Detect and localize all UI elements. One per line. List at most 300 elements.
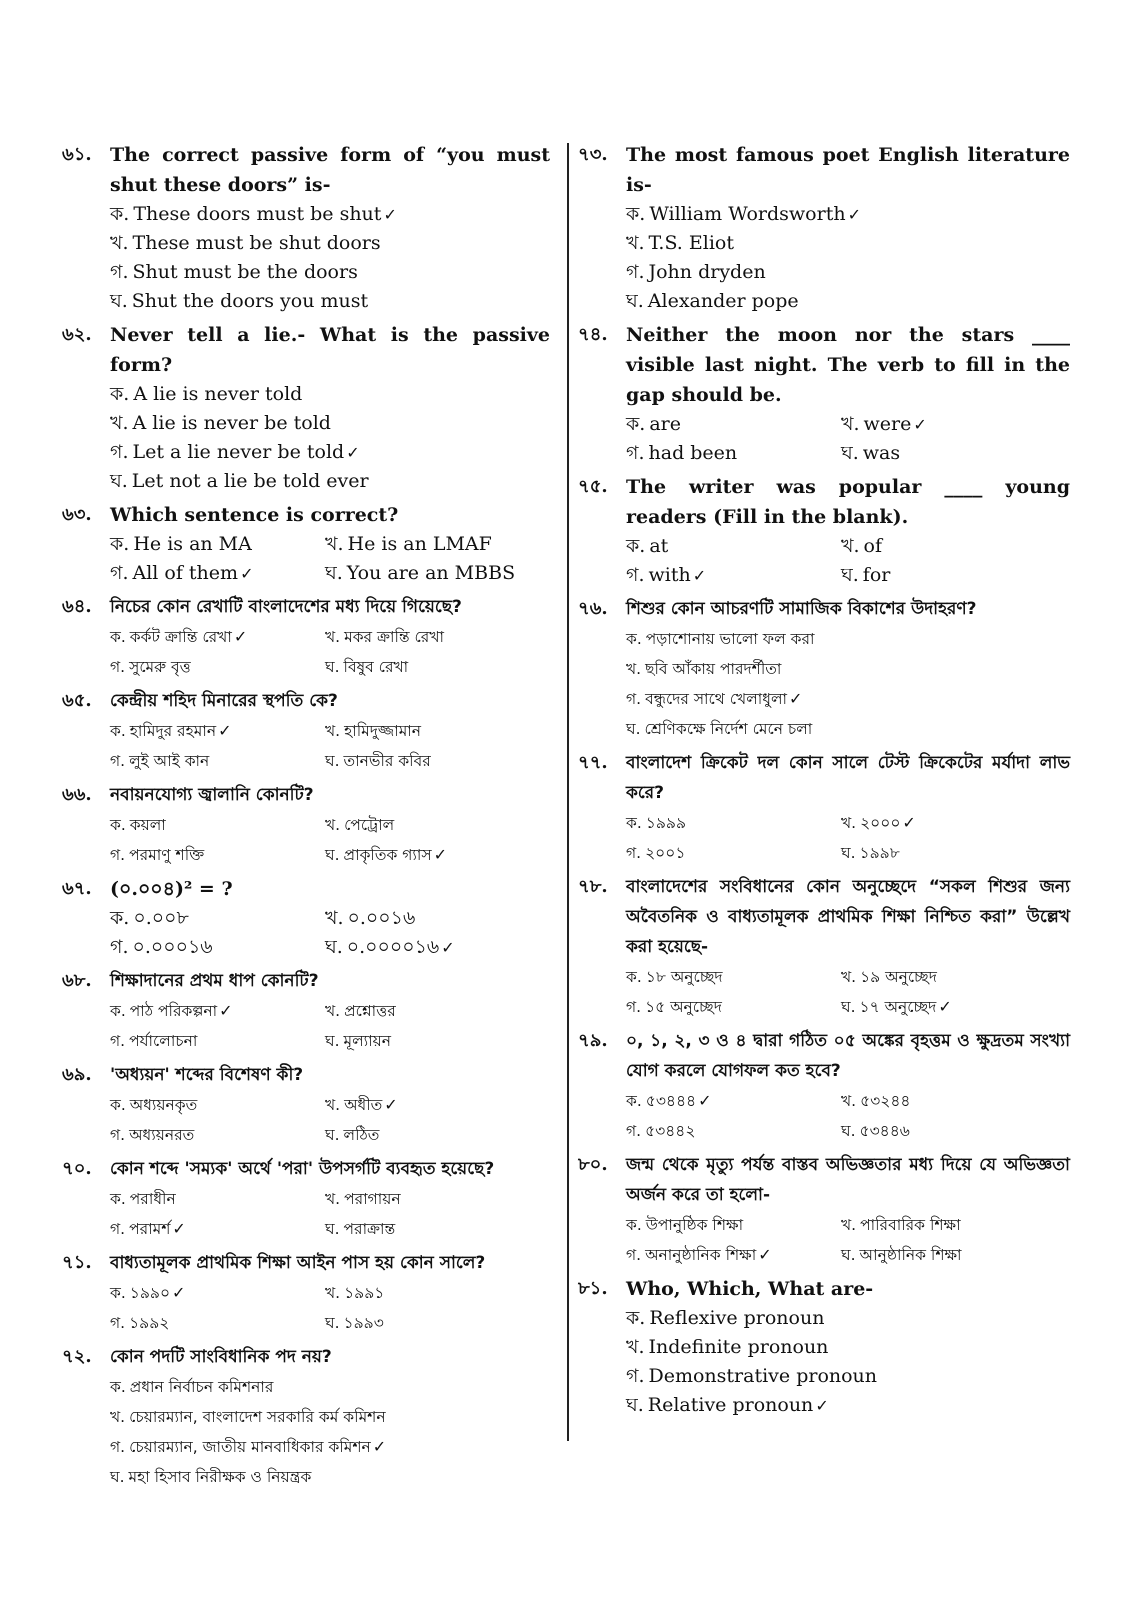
- option-item: [110, 1120, 325, 1150]
- question-number: ৮১.: [578, 1278, 608, 1299]
- question-text: কেন্দ্রীয় শহিদ মিনারের স্থপতি কে?: [110, 691, 338, 711]
- option-item: [110, 904, 325, 933]
- question-text: নবায়নযোগ্য জ্বালানি কোনটি?: [110, 785, 314, 805]
- option-item: [325, 1090, 540, 1120]
- option-label: ঘ.: [841, 1246, 856, 1264]
- option-item: [110, 1432, 550, 1462]
- option-item: [626, 1333, 1070, 1362]
- option-text: বিষুব রেখা: [343, 658, 409, 676]
- option-item: [626, 808, 841, 838]
- correct-check-icon: ✓: [172, 1219, 186, 1238]
- option-item: [626, 992, 841, 1022]
- option-text: of: [863, 535, 883, 557]
- option-label: গ.: [110, 1314, 126, 1332]
- option-label: খ.: [325, 1002, 341, 1020]
- question-block: [62, 874, 550, 962]
- option-label: ক.: [626, 535, 646, 557]
- option-item: [325, 1308, 540, 1338]
- option-item: [841, 838, 1056, 868]
- option-item: [841, 439, 1056, 468]
- option-label: ক.: [626, 1216, 642, 1234]
- option-label: ঘ.: [325, 752, 340, 770]
- option-label: খ.: [841, 535, 860, 557]
- option-item: [626, 1391, 1070, 1420]
- option-label: ঘ.: [325, 1126, 340, 1144]
- option-text: ১৯৯১: [344, 1284, 385, 1302]
- option-item: [841, 1116, 1056, 1146]
- option-item: [325, 904, 540, 933]
- question-text: বাংলাদেশ ক্রিকেট দল কোন সালে টেস্ট ক্রিকেটের মর্যাদা লাভ করে?: [626, 753, 1070, 803]
- option-item: [110, 1090, 325, 1120]
- option-text: Indefinite pronoun: [648, 1336, 829, 1358]
- option-text: He is an MA: [133, 533, 252, 555]
- question-header: [62, 1248, 550, 1278]
- option-text: A lie is never be told: [132, 412, 331, 434]
- option-text: তানভীর কবির: [343, 752, 431, 770]
- question-header: [578, 320, 1070, 410]
- question-number: ৭২.: [62, 1346, 92, 1367]
- question-block: [62, 320, 550, 496]
- option-label: ঘ.: [110, 290, 128, 312]
- option-text: Relative pronoun: [647, 1394, 814, 1416]
- question-text: The most famous poet English literature is-: [626, 144, 1070, 196]
- question-block: [578, 1150, 1070, 1270]
- option-text: ১৯৯৯: [645, 814, 687, 832]
- option-text: These doors must be shut: [133, 203, 382, 225]
- option-item: [325, 840, 540, 870]
- question-text: জন্ম থেকে মৃত্যু পর্যন্ত বাস্তব অভিজ্ঞতার মধ্য দিয়ে যে অভিজ্ঞতা অর্জন করে তা হলো-: [626, 1155, 1070, 1205]
- option-text: ১৮ অনুচ্ছেদ: [645, 968, 723, 986]
- option-text: ১৫ অনুচ্ছেদ: [645, 998, 722, 1016]
- option-label: খ.: [841, 1216, 857, 1234]
- option-item: [110, 409, 550, 438]
- options-list: [626, 410, 1070, 468]
- question-text: Who, Which, What are-: [626, 1278, 874, 1300]
- option-item: [110, 200, 550, 229]
- option-text: Demonstrative pronoun: [648, 1365, 878, 1387]
- option-text: শ্রেণিকক্ষে নির্দেশ মেনে চলা: [644, 720, 813, 738]
- option-label: খ.: [325, 1284, 341, 1302]
- option-text: চেয়ারম্যান, জাতীয় মানবাধিকার কমিশন: [129, 1438, 371, 1456]
- question-text: Never tell a lie.- What is the passive form?: [110, 324, 550, 376]
- option-text: ৫৩৪৪৬: [859, 1122, 910, 1140]
- options-list: [110, 1278, 550, 1338]
- option-label: ক.: [626, 1092, 642, 1110]
- question-number: ৬১.: [62, 144, 92, 165]
- option-text: had been: [648, 442, 738, 464]
- option-item: [626, 654, 1070, 684]
- question-header: [578, 140, 1070, 200]
- question-text: 'অধ্যয়ন' শব্দের বিশেষণ কী?: [110, 1065, 304, 1085]
- correct-check-icon: ✓: [219, 1001, 233, 1020]
- correct-check-icon: ✓: [847, 205, 861, 224]
- option-text: ১৭ অনুচ্ছেদ: [859, 998, 937, 1016]
- option-text: বন্ধুদের সাথে খেলাধুলা: [645, 690, 787, 708]
- option-text: অধ্যয়নরত: [129, 1126, 195, 1144]
- option-label: ঘ.: [626, 290, 644, 312]
- option-item: [110, 622, 325, 652]
- option-text: পরমাণু শক্তি: [129, 846, 205, 864]
- option-item: [325, 933, 540, 962]
- option-text: পাঠ পরিকল্পনা: [129, 1002, 218, 1020]
- question-header: [62, 1342, 550, 1372]
- option-label: ক.: [110, 907, 130, 929]
- option-label: খ.: [841, 814, 857, 832]
- option-label: খ.: [841, 968, 857, 986]
- option-item: [626, 838, 841, 868]
- option-item: [626, 1304, 1070, 1333]
- option-text: ১৯৯৮: [859, 844, 900, 862]
- option-label: ক.: [626, 968, 642, 986]
- question-text: শিশুর কোন আচরণটি সামাজিক বিকাশের উদাহরণ?: [626, 599, 977, 619]
- left-question-column: [62, 140, 550, 1496]
- option-label: গ.: [110, 562, 129, 584]
- question-block: [578, 872, 1070, 1022]
- option-label: ঘ.: [325, 936, 343, 958]
- option-text: অধ্যয়নকৃত: [129, 1096, 198, 1114]
- question-header: [62, 1060, 550, 1090]
- option-item: [325, 996, 540, 1026]
- question-number: ৭৪.: [578, 324, 608, 345]
- options-list: [626, 532, 1070, 590]
- option-item: [110, 1214, 325, 1244]
- option-text: প্রাকৃতিক গ্যাস: [343, 846, 432, 864]
- question-text: শিক্ষাদানের প্রথম ধাপ কোনটি?: [110, 971, 319, 991]
- option-text: ০.০০০১৬: [132, 936, 213, 958]
- correct-check-icon: ✓: [902, 813, 916, 832]
- option-label: ক.: [110, 816, 126, 834]
- option-text: পেট্রোল: [344, 816, 395, 834]
- option-text: ৫৩৪৪২: [645, 1122, 696, 1140]
- option-label: গ.: [110, 441, 129, 463]
- option-item: [325, 530, 540, 559]
- correct-check-icon: ✓: [372, 1437, 387, 1456]
- option-item: [626, 962, 841, 992]
- options-list: [110, 622, 550, 682]
- option-label: গ.: [626, 1122, 642, 1140]
- option-text: ০.০০৮: [133, 907, 189, 929]
- options-list: [110, 1184, 550, 1244]
- options-list: [110, 380, 550, 496]
- option-label: ঘ.: [325, 1314, 340, 1332]
- option-label: গ.: [110, 1220, 126, 1238]
- question-block: [62, 1248, 550, 1338]
- question-header: [62, 140, 550, 200]
- question-number: ৬৮.: [62, 970, 92, 991]
- option-item: [110, 287, 550, 316]
- question-header: [62, 592, 550, 622]
- option-text: A lie is never told: [133, 383, 303, 405]
- question-header: [578, 1274, 1070, 1304]
- option-item: [626, 258, 1070, 287]
- option-item: [325, 1214, 540, 1244]
- question-header: [62, 320, 550, 380]
- question-block: [62, 780, 550, 870]
- question-block: [578, 140, 1070, 316]
- option-text: চেয়ারম্যান, বাংলাদেশ সরকারি কর্ম কমিশন: [129, 1408, 386, 1426]
- option-label: ক.: [626, 203, 646, 225]
- option-text: John dryden: [648, 261, 766, 283]
- option-label: খ.: [325, 907, 344, 929]
- question-number: ৬৪.: [62, 596, 92, 617]
- question-number: ৭১.: [62, 1252, 92, 1273]
- question-header: [578, 594, 1070, 624]
- question-header: [62, 874, 550, 904]
- option-label: ক.: [110, 628, 126, 646]
- option-text: at: [649, 535, 669, 557]
- option-label: গ.: [110, 658, 126, 676]
- option-text: পারিবারিক শিক্ষা: [860, 1216, 961, 1234]
- option-label: গ.: [626, 1246, 642, 1264]
- option-text: He is an LMAF: [347, 533, 492, 555]
- option-label: খ.: [626, 660, 642, 678]
- option-item: [626, 532, 841, 561]
- question-block: [578, 320, 1070, 468]
- option-item: [110, 467, 550, 496]
- option-label: গ.: [626, 564, 645, 586]
- option-item: [325, 746, 540, 776]
- option-text: সুমেরু বৃত্ত: [129, 658, 191, 676]
- question-number: ৬৯.: [62, 1064, 92, 1085]
- option-label: ক.: [110, 1284, 126, 1302]
- option-label: ক.: [626, 630, 642, 648]
- option-label: গ.: [110, 1126, 126, 1144]
- question-number: ৭৬.: [578, 598, 608, 619]
- option-text: You are an MBBS: [346, 562, 516, 584]
- option-label: খ.: [110, 412, 129, 434]
- question-number: ৭৫.: [578, 476, 608, 497]
- options-list: [110, 1090, 550, 1150]
- option-text: was: [862, 442, 901, 464]
- options-list: [110, 904, 550, 962]
- option-text: Shut the doors you must: [131, 290, 369, 312]
- correct-check-icon: ✓: [441, 938, 455, 957]
- option-item: [841, 1210, 1056, 1240]
- question-number: ৬৬.: [62, 784, 92, 805]
- option-item: [110, 559, 325, 588]
- question-block: [578, 472, 1070, 590]
- option-label: ঘ.: [841, 998, 856, 1016]
- option-text: Shut must be the doors: [132, 261, 358, 283]
- option-text: আনুষ্ঠানিক শিক্ষা: [859, 1246, 962, 1264]
- question-number: ৬৫.: [62, 690, 92, 711]
- option-text: are: [649, 413, 681, 435]
- option-text: ২০০০: [860, 814, 901, 832]
- question-text: নিচের কোন রেখাটি বাংলাদেশের মধ্য দিয়ে গিয়েছে?: [110, 597, 462, 617]
- option-item: [325, 1026, 540, 1056]
- option-label: ঘ.: [325, 562, 343, 584]
- question-text: Neither the moon nor the stars ____ visible last night. The verb to fill in the gap should be.: [626, 324, 1070, 406]
- option-item: [626, 229, 1070, 258]
- options-list: [110, 716, 550, 776]
- option-text: with: [648, 564, 691, 586]
- option-item: [626, 287, 1070, 316]
- option-label: খ.: [325, 816, 341, 834]
- question-block: [578, 748, 1070, 868]
- option-text: ০.০০১৬: [347, 907, 416, 929]
- question-header: [578, 1026, 1070, 1086]
- correct-check-icon: ✓: [240, 564, 254, 583]
- correct-check-icon: ✓: [815, 1396, 829, 1415]
- question-text: বাধ্যতামূলক প্রাথমিক শিক্ষা আইন পাস হয় কোন সালে?: [110, 1253, 486, 1273]
- option-item: [110, 1372, 550, 1402]
- question-text: বাংলাদেশের সংবিধানের কোন অনুচ্ছেদে “সকল শিশুর জন্য অবৈতনিক ও বাধ্যতামূলক প্রাথমিক শিক্ষা নিশ্চিত করা” উল্লেখ করা হয়েছে-: [626, 877, 1070, 957]
- option-item: [626, 410, 841, 439]
- option-label: গ.: [626, 261, 645, 283]
- question-header: [578, 748, 1070, 808]
- option-item: [110, 229, 550, 258]
- option-item: [841, 1240, 1056, 1270]
- option-text: ১৯৯৩: [343, 1314, 384, 1332]
- option-label: ঘ.: [325, 658, 340, 676]
- option-text: অধীত: [344, 1096, 383, 1114]
- option-item: [626, 1116, 841, 1146]
- option-item: [626, 714, 1070, 744]
- option-item: [626, 684, 1070, 714]
- option-label: ক.: [110, 1190, 126, 1208]
- option-text: ০.০০০০১৬: [346, 936, 440, 958]
- options-list: [626, 962, 1070, 1022]
- option-text: পরাধীন: [129, 1190, 176, 1208]
- option-text: অনানুষ্ঠানিক শিক্ষা: [645, 1246, 757, 1264]
- option-label: গ.: [110, 752, 126, 770]
- option-text: Alexander pope: [647, 290, 799, 312]
- option-label: গ.: [626, 1365, 645, 1387]
- option-item: [110, 258, 550, 287]
- correct-check-icon: ✓: [346, 443, 360, 462]
- question-header: [578, 1150, 1070, 1210]
- option-label: ঘ.: [626, 720, 641, 738]
- option-label: খ.: [325, 1190, 341, 1208]
- question-header: [62, 966, 550, 996]
- option-text: William Wordsworth: [649, 203, 846, 225]
- option-label: ক.: [110, 203, 130, 225]
- option-label: খ.: [110, 232, 129, 254]
- option-item: [110, 1462, 550, 1492]
- option-label: ঘ.: [841, 564, 859, 586]
- question-block: [578, 1026, 1070, 1146]
- option-label: ক.: [626, 814, 642, 832]
- options-list: [626, 1304, 1070, 1420]
- question-number: ৭৮.: [578, 876, 608, 897]
- question-number: ৭৭.: [578, 752, 608, 773]
- question-header: [62, 1154, 550, 1184]
- option-item: [110, 652, 325, 682]
- option-text: কর্কট ক্রান্তি রেখা: [129, 628, 232, 646]
- question-header: [62, 780, 550, 810]
- option-item: [325, 716, 540, 746]
- option-label: খ.: [626, 1336, 645, 1358]
- options-list: [110, 810, 550, 870]
- option-label: গ.: [110, 846, 126, 864]
- question-text: Which sentence is correct?: [110, 504, 399, 526]
- option-label: ঘ.: [325, 846, 340, 864]
- options-list: [110, 1372, 550, 1492]
- question-text: The correct passive form of “you must shut these doors” is-: [110, 144, 550, 196]
- option-item: [325, 1278, 540, 1308]
- option-text: ১৯৯২: [129, 1314, 170, 1332]
- options-list: [626, 808, 1070, 868]
- options-list: [626, 200, 1070, 316]
- option-label: গ.: [626, 442, 645, 464]
- option-item: [110, 1308, 325, 1338]
- option-text: হামিদুর রহমান: [129, 722, 217, 740]
- correct-check-icon: ✓: [913, 415, 927, 434]
- correct-check-icon: ✓: [789, 689, 803, 708]
- option-text: পরাগায়ন: [344, 1190, 401, 1208]
- option-label: গ.: [110, 1032, 126, 1050]
- options-list: [626, 1086, 1070, 1146]
- option-item: [110, 438, 550, 467]
- right-question-column: [578, 140, 1070, 1424]
- option-item: [110, 530, 325, 559]
- option-text: All of them: [132, 562, 239, 584]
- option-text: লঠিত: [343, 1126, 380, 1144]
- option-item: [110, 1402, 550, 1432]
- options-list: [626, 624, 1070, 744]
- correct-check-icon: ✓: [758, 1245, 772, 1264]
- option-label: খ.: [110, 1408, 126, 1426]
- question-text: The writer was popular ____ young readers (Fill in the blank).: [626, 476, 1070, 528]
- correct-check-icon: ✓: [433, 845, 448, 864]
- option-item: [626, 1240, 841, 1270]
- option-text: ২০০১: [645, 844, 686, 862]
- correct-check-icon: ✓: [384, 1095, 398, 1114]
- question-number: ৭০.: [62, 1158, 92, 1179]
- correct-check-icon: ✓: [698, 1091, 712, 1110]
- correct-check-icon: ✓: [233, 627, 248, 646]
- option-label: গ.: [626, 998, 642, 1016]
- option-text: Let not a lie be told ever: [131, 470, 369, 492]
- option-item: [841, 410, 1056, 439]
- option-item: [841, 808, 1056, 838]
- options-list: [110, 530, 550, 588]
- option-label: ক.: [110, 1378, 126, 1396]
- option-item: [626, 1086, 841, 1116]
- question-header: [578, 472, 1070, 532]
- correct-check-icon: ✓: [938, 997, 952, 1016]
- correct-check-icon: ✓: [383, 205, 397, 224]
- option-item: [325, 1120, 540, 1150]
- option-item: [110, 996, 325, 1026]
- option-item: [325, 559, 540, 588]
- question-block: [578, 594, 1070, 744]
- option-text: প্রধান নির্বাচন কমিশনার: [129, 1378, 274, 1396]
- option-label: ক.: [626, 1307, 646, 1329]
- question-text: (০.০০৪)² = ?: [110, 878, 233, 900]
- option-item: [110, 746, 325, 776]
- option-label: খ.: [325, 533, 344, 555]
- option-item: [841, 962, 1056, 992]
- option-label: গ.: [626, 844, 642, 862]
- question-block: [62, 1342, 550, 1492]
- option-item: [110, 380, 550, 409]
- question-text: কোন শব্দে 'সম্যক' অর্থে 'পরা' উপসর্গটি ব্যবহৃত হয়েছে?: [110, 1159, 495, 1179]
- question-block: [62, 686, 550, 776]
- option-text: were: [863, 413, 912, 435]
- option-item: [626, 439, 841, 468]
- option-text: ছবি আঁকায় পারদর্শীতা: [645, 660, 782, 678]
- correct-check-icon: ✓: [218, 721, 232, 740]
- option-label: ঘ.: [110, 470, 128, 492]
- question-text: ০, ১, ২, ৩ ও ৪ দ্বারা গঠিত ০৫ অঙ্কের বৃহত্তম ও ক্ষুদ্রতম সংখ্যা যোগ করলে যোগফল কত হবে?: [626, 1031, 1070, 1081]
- option-text: মহা হিসাব নিরীক্ষক ও নিয়ন্ত্রক: [128, 1468, 312, 1486]
- question-block: [62, 500, 550, 588]
- option-item: [110, 1184, 325, 1214]
- question-block: [62, 1154, 550, 1244]
- option-text: পরামর্শ: [129, 1220, 171, 1238]
- option-label: গ.: [110, 936, 129, 958]
